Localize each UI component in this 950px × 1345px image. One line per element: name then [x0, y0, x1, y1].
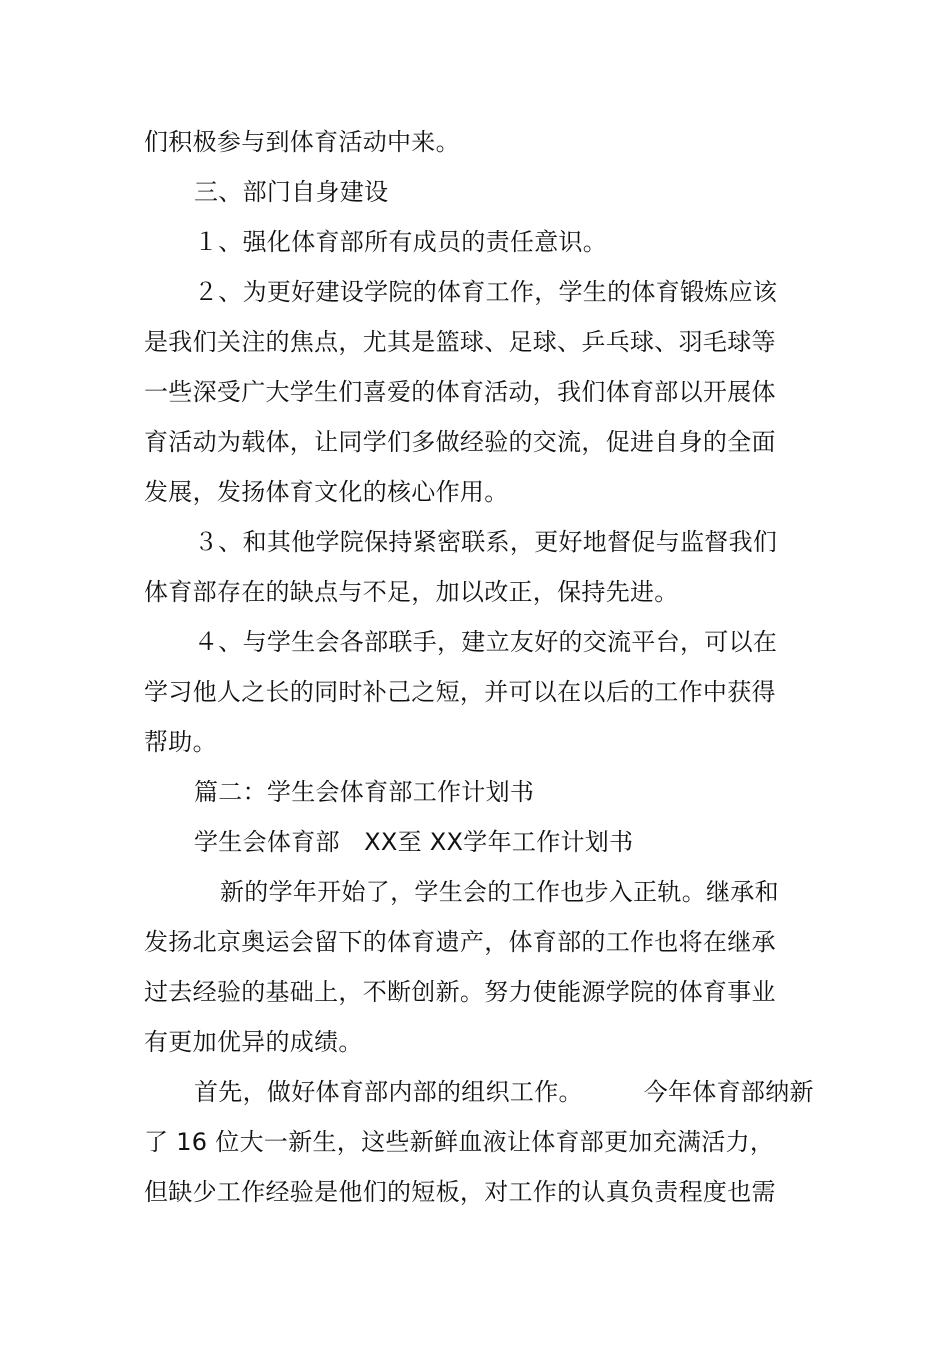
text-line: 育活动为载体，让同学们多做经验的交流，促进自身的全面 — [144, 428, 776, 456]
text-line: 体育部存在的缺点与不足，加以改正，保持先进。 — [144, 578, 679, 606]
text-line: 首先，做好体育部内部的组织工作。 今年体育部纳新 — [194, 1078, 814, 1106]
text-line: 了 16 位大一新生，这些新鲜血液让体育部更加充满活力， — [144, 1128, 775, 1156]
text-line: 但缺少工作经验是他们的短板，对工作的认真负责程度也需 — [144, 1178, 776, 1206]
article-title: 篇二：学生会体育部工作计划书 — [194, 778, 535, 806]
text-line: 是我们关注的焦点，尤其是篮球、足球、乒乓球、羽毛球等 — [144, 328, 776, 356]
text-line: 新的学年开始了，学生会的工作也步入正轨。继承和 — [220, 878, 779, 906]
text-line: 有更加优异的成绩。 — [144, 1028, 363, 1056]
text-line: 学习他人之长的同时补己之短，并可以在以后的工作中获得 — [144, 678, 776, 706]
text-line: ４、与学生会各部联手，建立友好的交流平台，可以在 — [194, 628, 778, 656]
article-subtitle: 学生会体育部 XX至 XX学年工作计划书 — [194, 828, 634, 856]
text-line: ２、为更好建设学院的体育工作，学生的体育锻炼应该 — [194, 278, 778, 306]
text-line: 一些深受广大学生们喜爱的体育活动，我们体育部以开展体 — [144, 378, 776, 406]
section-heading: 三、部门自身建设 — [194, 178, 389, 206]
text-line: ３、和其他学院保持紧密联系，更好地督促与监督我们 — [194, 528, 778, 556]
text-line: １、强化体育部所有成员的责任意识。 — [194, 228, 608, 256]
text-line: 发扬北京奥运会留下的体育遗产，体育部的工作也将在继承 — [144, 928, 776, 956]
text-line: 们积极参与到体育活动中来。 — [144, 128, 460, 156]
text-line: 发展，发扬体育文化的核心作用。 — [144, 478, 509, 506]
text-line: 过去经验的基础上，不断创新。努力使能源学院的体育事业 — [144, 978, 776, 1006]
text-line: 帮助。 — [144, 728, 217, 756]
